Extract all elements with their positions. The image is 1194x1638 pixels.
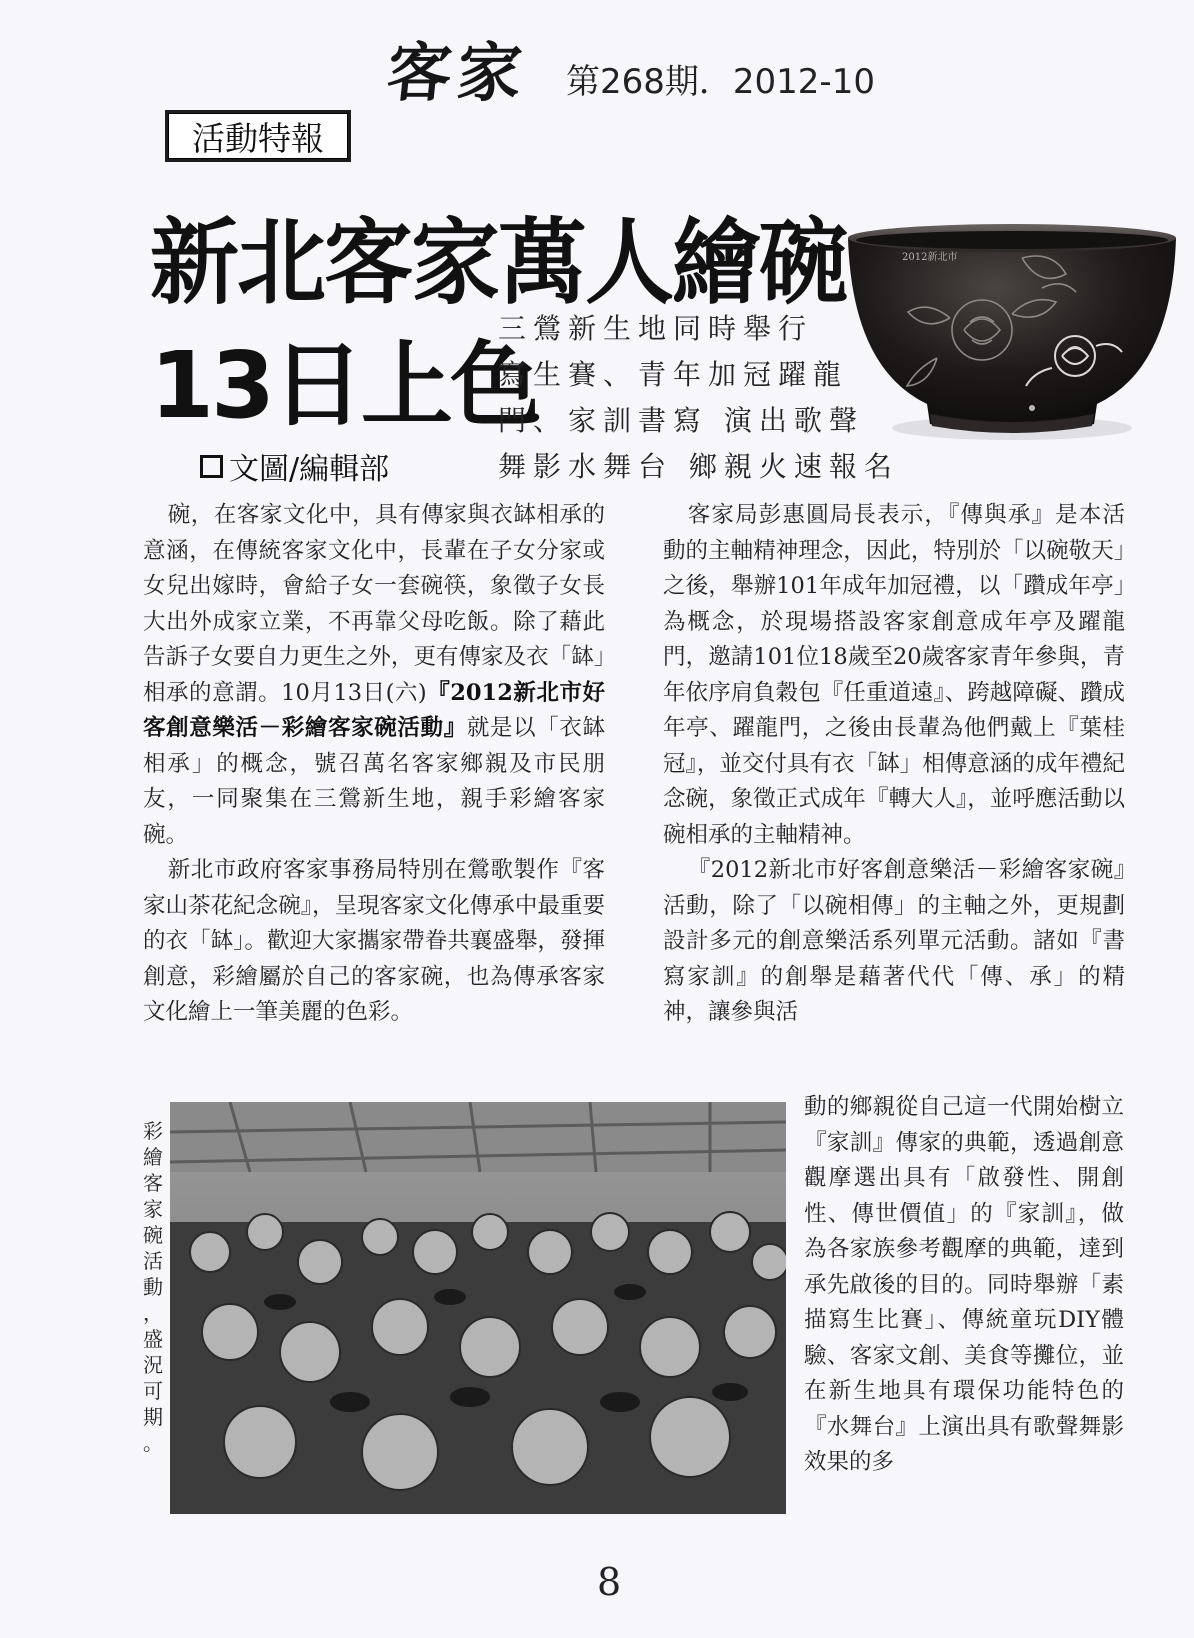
subhead-line: 舞影水舞台 鄉親火速報名: [498, 450, 899, 483]
article-column-right: [663, 498, 1125, 1031]
caption-char: 盛: [143, 1327, 163, 1351]
article-text: 就是以「衣缽相承」的概念，號召萬名客家鄉親及市民朋友，一同聚集在三鶯新生地，親手彩繪客家碗。: [143, 715, 605, 848]
masthead: 客家: [383, 36, 532, 111]
article-text: 碗，在客家文化中，具有傳家與衣缽相承的意涵，在傳統客家文化中，長輩在子女分家或女兒出嫁時，會給子女一套碗筷，象徵子女長大出外成家立業，不再靠父母吃飯。除了藉此告訴子女要自力更生之外，更有傳家及衣「缽」相承的意謂。10月13日(六): [143, 502, 605, 706]
article-column-left: [143, 498, 605, 1031]
checkbox-bullet-icon: [200, 455, 223, 478]
byline: [200, 444, 389, 488]
caption-char: 況: [143, 1353, 163, 1377]
subheadline: [498, 306, 898, 490]
caption-char: 彩: [143, 1119, 163, 1143]
caption-char: 。: [143, 1431, 163, 1455]
subhead-line: 門、家訓書寫 演出歌聲: [498, 404, 864, 437]
caption-char: 活: [143, 1249, 163, 1273]
section-tag-label: 活動特報: [168, 113, 348, 159]
subhead-line: 寫生賽、青年加冠躍龍: [498, 358, 849, 391]
headline-line-1: 新北客家萬人繪碗: [150, 207, 846, 317]
article-paragraph: [143, 498, 605, 853]
issue-info: 第268期．2012-10: [566, 62, 875, 102]
caption-char: 繪: [143, 1145, 163, 1169]
bowl-inscription: 2012新北市: [902, 252, 958, 263]
headline-line-2: 13日上色: [150, 332, 540, 439]
crowd-photo: [170, 1102, 786, 1514]
caption-char: 家: [143, 1197, 163, 1221]
caption-char: 期: [143, 1405, 163, 1429]
photo-caption: [140, 1118, 166, 1456]
caption-char: 碗: [143, 1223, 163, 1247]
byline-text: 文圖/編輯部: [229, 452, 390, 487]
article-paragraph: 『2012新北市好客創意樂活－彩繪客家碗』活動，除了「以碗相傳」的主軸之外，更規劃設計多元的創意樂活系列單元活動。諸如『書寫家訓』的創舉是藉著代代「傳、承」的精神，讓參與活: [663, 857, 1125, 1025]
article-emphasis: 『2012新北市好客創意樂活－彩繪客家碗活動』: [143, 679, 605, 741]
caption-char: 動: [143, 1275, 163, 1299]
caption-char: 可: [143, 1379, 163, 1403]
article-column-right-continued: [804, 1090, 1124, 1481]
page-number: 8: [597, 1560, 622, 1604]
article-paragraph: 客家局彭惠圓局長表示，『傳與承』是本活動的主軸精神理念，因此，特別於「以碗敬天」之後，舉辦101年成年加冠禮，以「躦成年亭」為概念，於現場搭設客家創意成年亭及躍龍門，邀請101位18歲至20歲客家青年參與，青年依序肩負穀包『任重道遠』、跨越障礙、躦成年亭、躍龍門，之後由長輩為他們戴上『葉桂冠』，並交付具有衣「缽」相傳意涵的成年禮紀念碗，象徵正式成年『轉大人』，並呼應活動以碗相承的主軸精神。: [663, 502, 1125, 848]
section-tag: [165, 110, 351, 162]
hakka-bowl-image: [842, 218, 1182, 444]
caption-char: ，: [143, 1301, 163, 1325]
caption-char: 客: [143, 1171, 163, 1195]
article-paragraph: 動的鄉親從自己這一代開始樹立『家訓』傳家的典範，透過創意觀摩選出具有「啟發性、開創性、傳世價值」的『家訓』，做為各家族參考觀摩的典範，達到承先啟後的目的。同時舉辦「素描寫生比賽」、傳統童玩DIY體驗、客家文創、美食等攤位，並在新生地具有環保功能特色的『水舞台』上演出具有歌聲舞影效果的多: [804, 1094, 1124, 1475]
article-paragraph: 新北市政府客家事務局特別在鶯歌製作『客家山茶花紀念碗』，呈現客家文化傳承中最重要的衣「缽」。歡迎大家攜家帶眷共襄盛舉，發揮創意，彩繪屬於自己的客家碗，也為傳承客家文化繪上一筆美麗的色彩。: [143, 857, 605, 1025]
subhead-line: 三鶯新生地同時舉行: [498, 312, 814, 345]
